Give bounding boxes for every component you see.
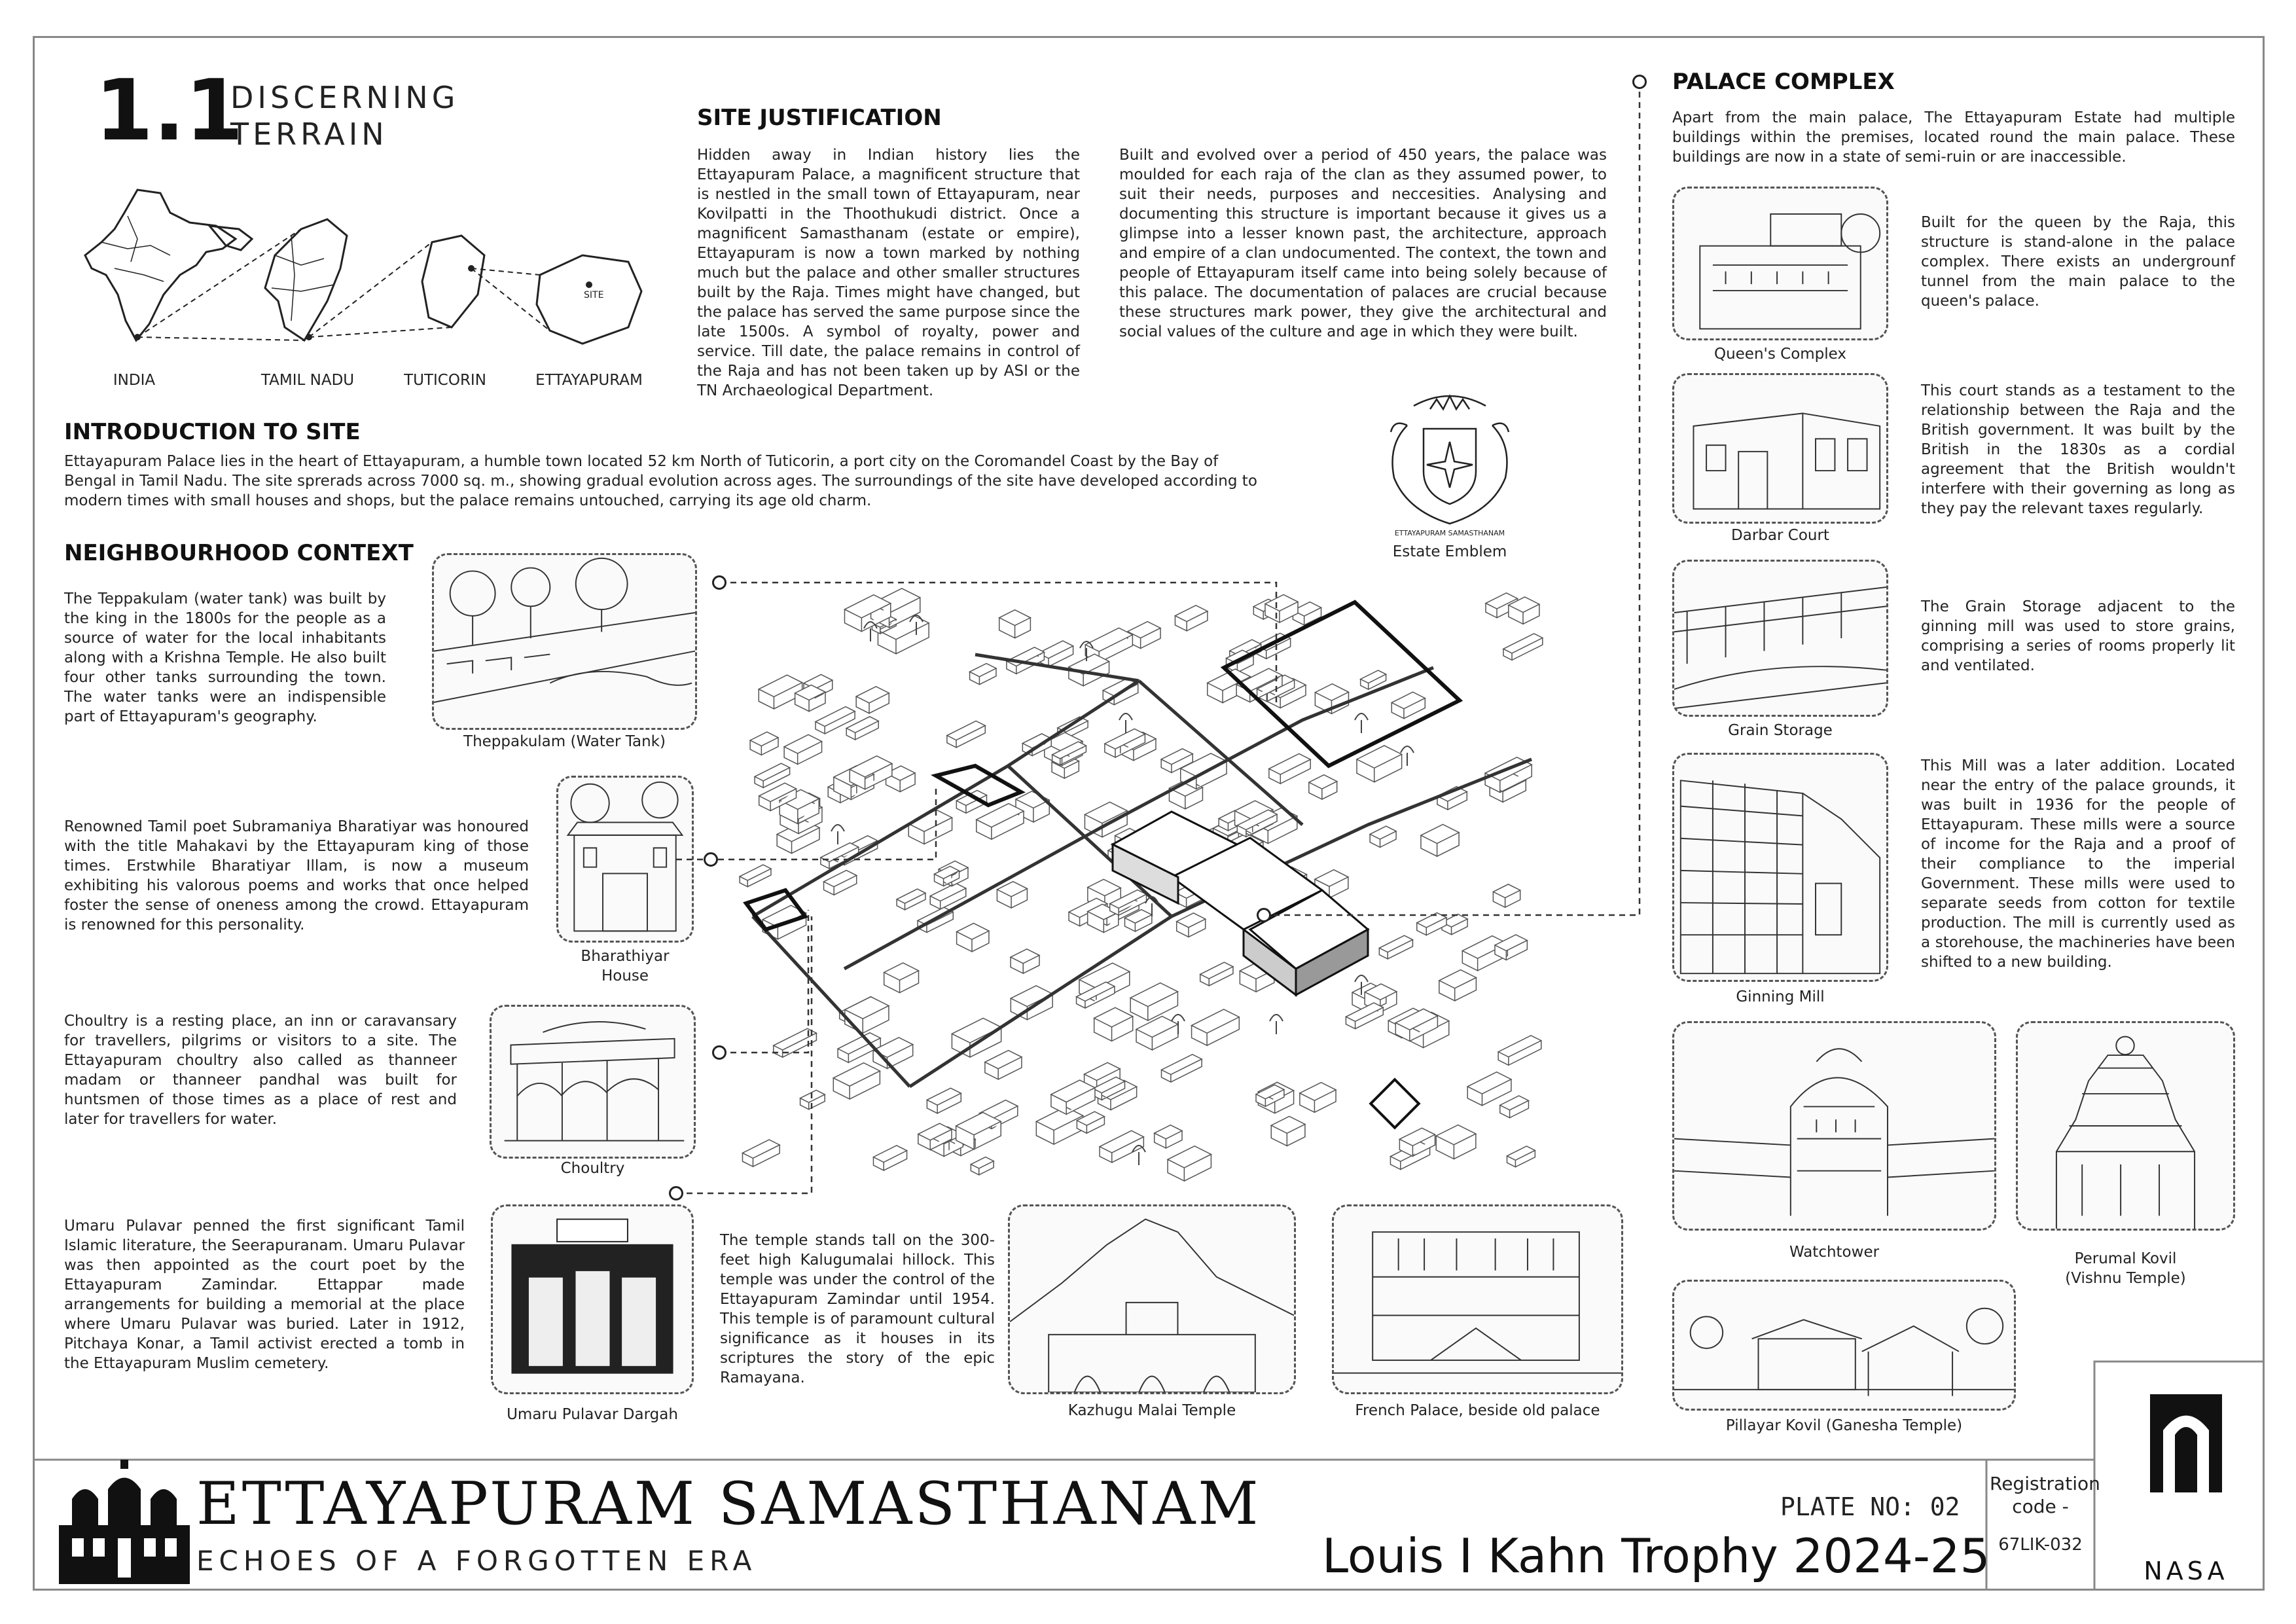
map-label-india: INDIA <box>113 372 156 389</box>
watchtower-caption: Watchtower <box>1789 1244 1880 1261</box>
theppakulam-caption: Theppakulam (Water Tank) <box>463 733 666 750</box>
perumal-kovil-caption-line2: (Vishnu Temple) <box>2065 1270 2186 1287</box>
neighbourhood-text-dargah: Umaru Pulavar penned the first significant Tamil Islamic literature, the Seerapuranam. Umaru Pulavar was then appointed as the court poet by the Ettayapuram Zamindar. Ettappar made arrangements for building a memorial at the place where Umaru Pulavar was buried. Later in 1912, Pitchaya Konar, a Tamil activist erected a tomb in the Ettayapuram Muslim cemetery. <box>64 1218 465 1372</box>
section-title-line1: DISCERNING <box>230 80 459 115</box>
choultry-caption: Choultry <box>560 1160 625 1177</box>
neighbourhood-text-theppakulam: The Teppakulam (water tank) was built by the king in the 1800s for the people as a source of water for the local inhabitants along with a Krishna Temple. He also built four other tanks surrounding the town. The water tanks were an indispensible part of Ettayapuram's geography. <box>64 590 386 725</box>
bharathiyar-caption-line1: Bharathiyar <box>581 948 670 965</box>
introduction-text: Ettayapuram Palace lies in the heart of Ettayapuram, a humble town located 52 km North of Tuticorin, a port city on the Coromandel Coast by the Bay of Bengal in Tamil Nadu. The site sprerads across 7000 sq. m., showing gradual evolution across ages. The surroundings of the site have developed according to modern times with small houses and shops, but the palace remains untouched, carrying its age old charm. <box>64 453 1257 509</box>
section-number: 1.1 <box>95 62 243 160</box>
emblem-ring-text: ETTAYAPURAM SAMASTHANAM <box>1394 529 1505 537</box>
footer-subtitle: ECHOES OF A FORGOTTEN ERA <box>196 1545 757 1577</box>
neighbourhood-heading: NEIGHBOURHOOD CONTEXT <box>64 540 414 566</box>
pillayar-kovil-caption: Pillayar Kovil (Ganesha Temple) <box>1725 1417 1963 1434</box>
map-label-tamil-nadu: TAMIL NADU <box>260 372 355 389</box>
bharathiyar-caption-line2: House <box>601 967 649 984</box>
emblem-caption: Estate Emblem <box>1392 543 1507 560</box>
perumal-kovil-caption-line1: Perumal Kovil <box>2074 1250 2177 1267</box>
queens-complex-caption: Queen's Complex <box>1713 346 1847 363</box>
neighbourhood-text-bharathiyar: Renowned Tamil poet Subramaniya Bharatiyar was honoured with the title Mahakavi by the Ettayapuram king of those times. Erstwhile Bharatiyar Illam, is now a museum exhibiting his valorous poems and works that once helped foster the sense of oneness among the crowd. Ettayapuram is renowned for this personality. <box>64 818 529 933</box>
site-justification-col1: Hidden away in Indian history lies the Ettayapuram Palace, a magnificent structure that is nestled in the small town of Ettayapuram, near Kovilpatti in the Thoothukudi district. Once a magnificent Samasthanam (estate or empire), Ettayapuram is now a town marked by nothing much but the palace and other smaller structures built by the Raja. Times might have changed, but the palace has served the same purpose since the late 1500s. A symbol of royalty, power and service. Till date, the palace remains in control of the Raja and has not been taken up by ASI or the TN Archaeological Department. <box>697 147 1080 399</box>
darbar-court-caption: Darbar Court <box>1731 527 1829 544</box>
footer-title: ETTAYAPURAM SAMASTHANAM <box>196 1470 1261 1538</box>
site-justification-heading: SITE JUSTIFICATION <box>697 105 942 131</box>
grain-storage-caption: Grain Storage <box>1728 722 1833 739</box>
ginning-mill-caption: Ginning Mill <box>1736 988 1825 1005</box>
map-label-tuticorin: TUTICORIN <box>404 372 486 389</box>
site-map-label: SITE <box>584 290 604 300</box>
registration-label-line1: Registration <box>1990 1473 2100 1494</box>
trophy-title: Louis I Kahn Trophy 2024-25 <box>1322 1528 1990 1583</box>
nasa-logo <box>2150 1394 2222 1492</box>
french-palace-caption: French Palace, beside old palace <box>1355 1402 1600 1419</box>
registration-label-line2: code - <box>2012 1496 2069 1517</box>
introduction-heading: INTRODUCTION TO SITE <box>64 419 361 445</box>
nasa-logo-text: NASA <box>2144 1557 2229 1585</box>
darbar-court-text: This court stands as a testament to the relationship between the Raja and the British government. It was built by the British in the 1830s as a cordial agreement that the British wouldn't interfere with their governing as long as they pay the relevant taxes regularly. <box>1921 382 2235 517</box>
dargah-caption: Umaru Pulavar Dargah <box>507 1406 678 1423</box>
neighbourhood-text-choultry: Choultry is a resting place, an inn or caravansary for travellers, pilgrims or visitors to a site. The Ettayapuram choultry also called as thanneer madam or thanneer pandhal was built for huntsmen of those times as a place of rest and later for travellers for water. <box>64 1013 457 1128</box>
kazhugumalai-caption: Kazhugu Malai Temple <box>1067 1402 1236 1419</box>
queens-complex-text: Built for the queen by the Raja, this structure is stand-alone in the palace complex. There exists an undergrounf tunnel from the main palace to the queen's palace. <box>1921 214 2235 310</box>
neighbourhood-text-kazhugumalai: The temple stands tall on the 300-feet high Kalugumalai hillock. This temple was under the control of the Ettayapuram Zamindar until 1954. This temple is of paramount cultural significance as it houses in its scriptures the story of the epic Ramayana. <box>720 1232 995 1386</box>
section-title-line2: TERRAIN <box>230 117 388 152</box>
plate-number: PLATE NO: 02 <box>1780 1492 1960 1521</box>
map-label-ettayapuram: ETTAYAPURAM <box>535 372 643 389</box>
palace-complex-intro: Apart from the main palace, The Ettayapuram Estate had multiple buildings within the premises, located round the main palace. These buildings are now in a state of semi-ruin or are inaccessible. <box>1672 109 2235 166</box>
palace-complex-heading: PALACE COMPLEX <box>1672 69 1895 95</box>
ginning-mill-text: This Mill was a later addition. Located near the entry of the palace grounds, it was built in 1936 for the people of Ettayapuram. These mills were a source of income for the Raja and a proof of their compliance to the imperial Government. These mills were used to separate seeds from cotton for textile production. The mill is currently used as a storehouse, the machineries have been shifted to a new building. <box>1921 757 2235 971</box>
registration-code: 67LIK-032 <box>1998 1535 2083 1555</box>
grain-storage-text: The Grain Storage adjacent to the ginning mill was used to store grains, comprising a series of rooms properly lit and ventilated. <box>1921 598 2235 674</box>
palace-silhouette-logo <box>52 1460 196 1584</box>
site-justification-col2: Built and evolved over a period of 450 years, the palace was moulded for each raja of the clan as they assumed power, to suit their needs, purposes and neccesities. Analysing and documenting this structure is important because it gives us a glimpse into a lesser known past, the architecture, approach and empire of a clan undocumented. The context, the town and people of Ettayapuram itself came into being solely because of this palace. The documentation of palaces are crucial because these structures mark power, they give the architectural and social values of the culture and age in which they were built. <box>1119 147 1607 340</box>
